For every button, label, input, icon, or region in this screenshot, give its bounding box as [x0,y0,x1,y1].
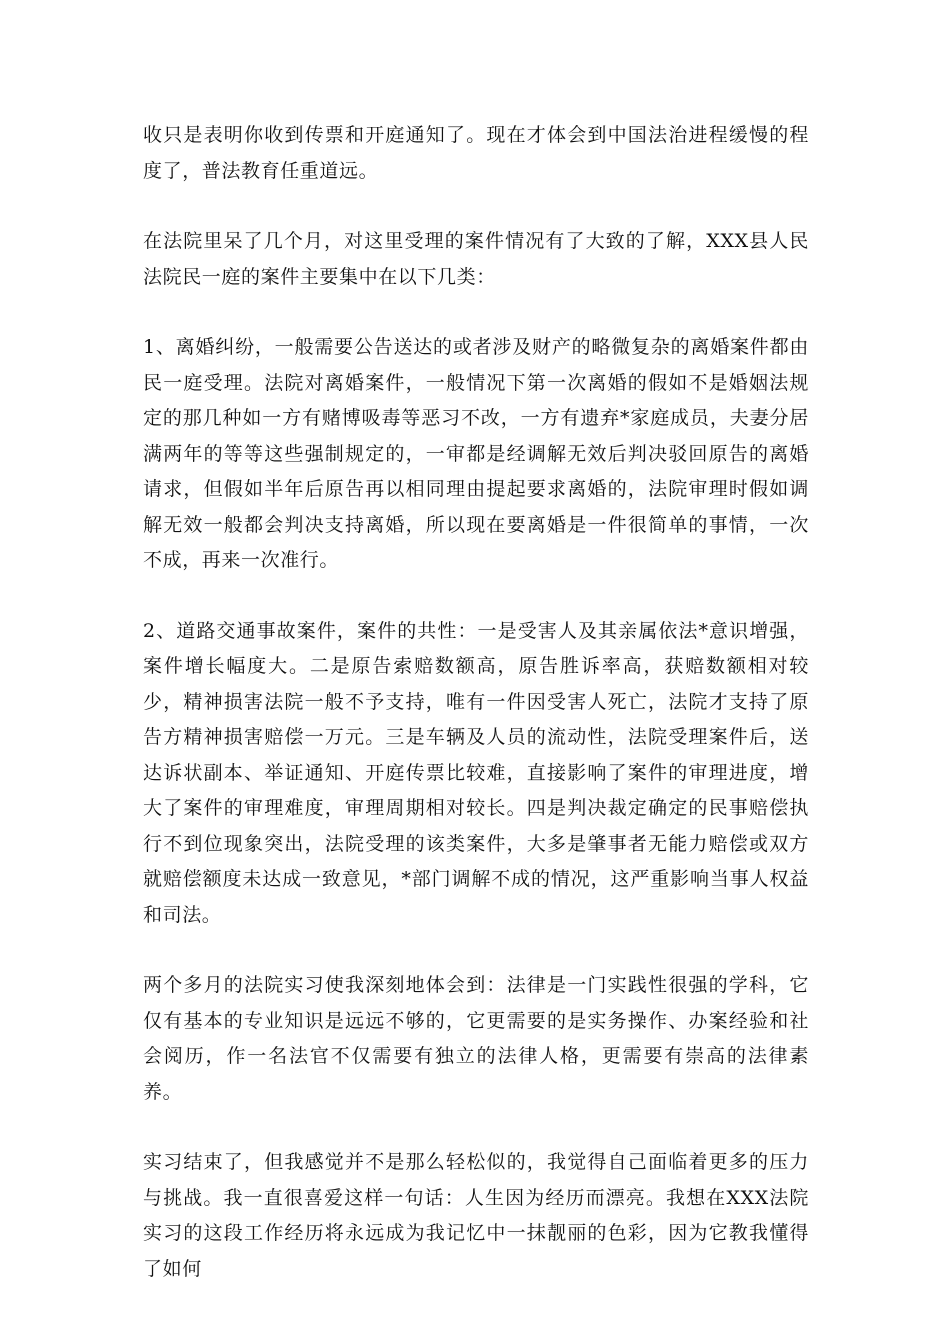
paragraph-court-overview: 在法院里呆了几个月，对这里受理的案件情况有了大致的了解，XXX县人民法院民一庭的案件主要集中在以下几类： [143,230,809,288]
paragraph-traffic-cases: 2、道路交通事故案件，案件的共性：一是受害人及其亲属依法*意识增强，案件增长幅度大。二是原告索赔数额高，原告胜诉率高，获赔数额相对较少，精神损害法院一般不予支持，唯有一件因受害人死亡，法院才支持了原告方精神损害赔偿一万元。三是车辆及人员的流动性，法院受理案件后，送达诉状副本、举证通知、开庭传票比较难，直接影响了案件的审理进度，增大了案件的审理难度，审理周期相对较长。四是判决裁定确定的民事赔偿执行不到位现象突出，法院受理的该类案件，大多是肇事者无能力赔偿或双方就赔偿额度未达成一致意见，*部门调解不成的情况，这严重影响当事人权益和司法。 [143,619,809,926]
paragraph-intro-continued: 收只是表明你收到传票和开庭通知了。现在才体会到中国法治进程缓慢的程度了，普法教育任重道远。 [143,124,809,182]
paragraph-internship-reflection: 两个多月的法院实习使我深刻地体会到：法律是一门实践性很强的学科，它仅有基本的专业知识是远远不够的，它更需要的是实务操作、办案经验和社会阅历，作一名法官不仅需要有独立的法律人格，更需要有崇高的法律素养。 [143,974,809,1103]
paragraph-conclusion: 实习结束了，但我感觉并不是那么轻松似的，我觉得自己面临着更多的压力与挑战。我一直很喜爱这样一句话：人生因为经历而漂亮。我想在XXX法院实习的这段工作经历将永远成为我记忆中一抹靓丽的色彩，因为它教我懂得了如何 [143,1151,809,1280]
paragraph-divorce-cases: 1、离婚纠纷，一般需要公告送达的或者涉及财产的略微复杂的离婚案件都由民一庭受理。法院对离婚案件，一般情况下第一次离婚的假如不是婚姻法规定的那几种如一方有赌博吸毒等恶习不改，一方有遗弃*家庭成员，夫妻分居满两年的等等这些强制规定的，一审都是经调解无效后判决驳回原告的离婚请求，但假如半年后原告再以相同理由提起要求离婚的，法院审理时假如调解无效一般都会判决支持离婚，所以现在要离婚是一件很简单的事情，一次不成，再来一次准行。 [143,336,809,571]
document-body [143,118,809,1322]
